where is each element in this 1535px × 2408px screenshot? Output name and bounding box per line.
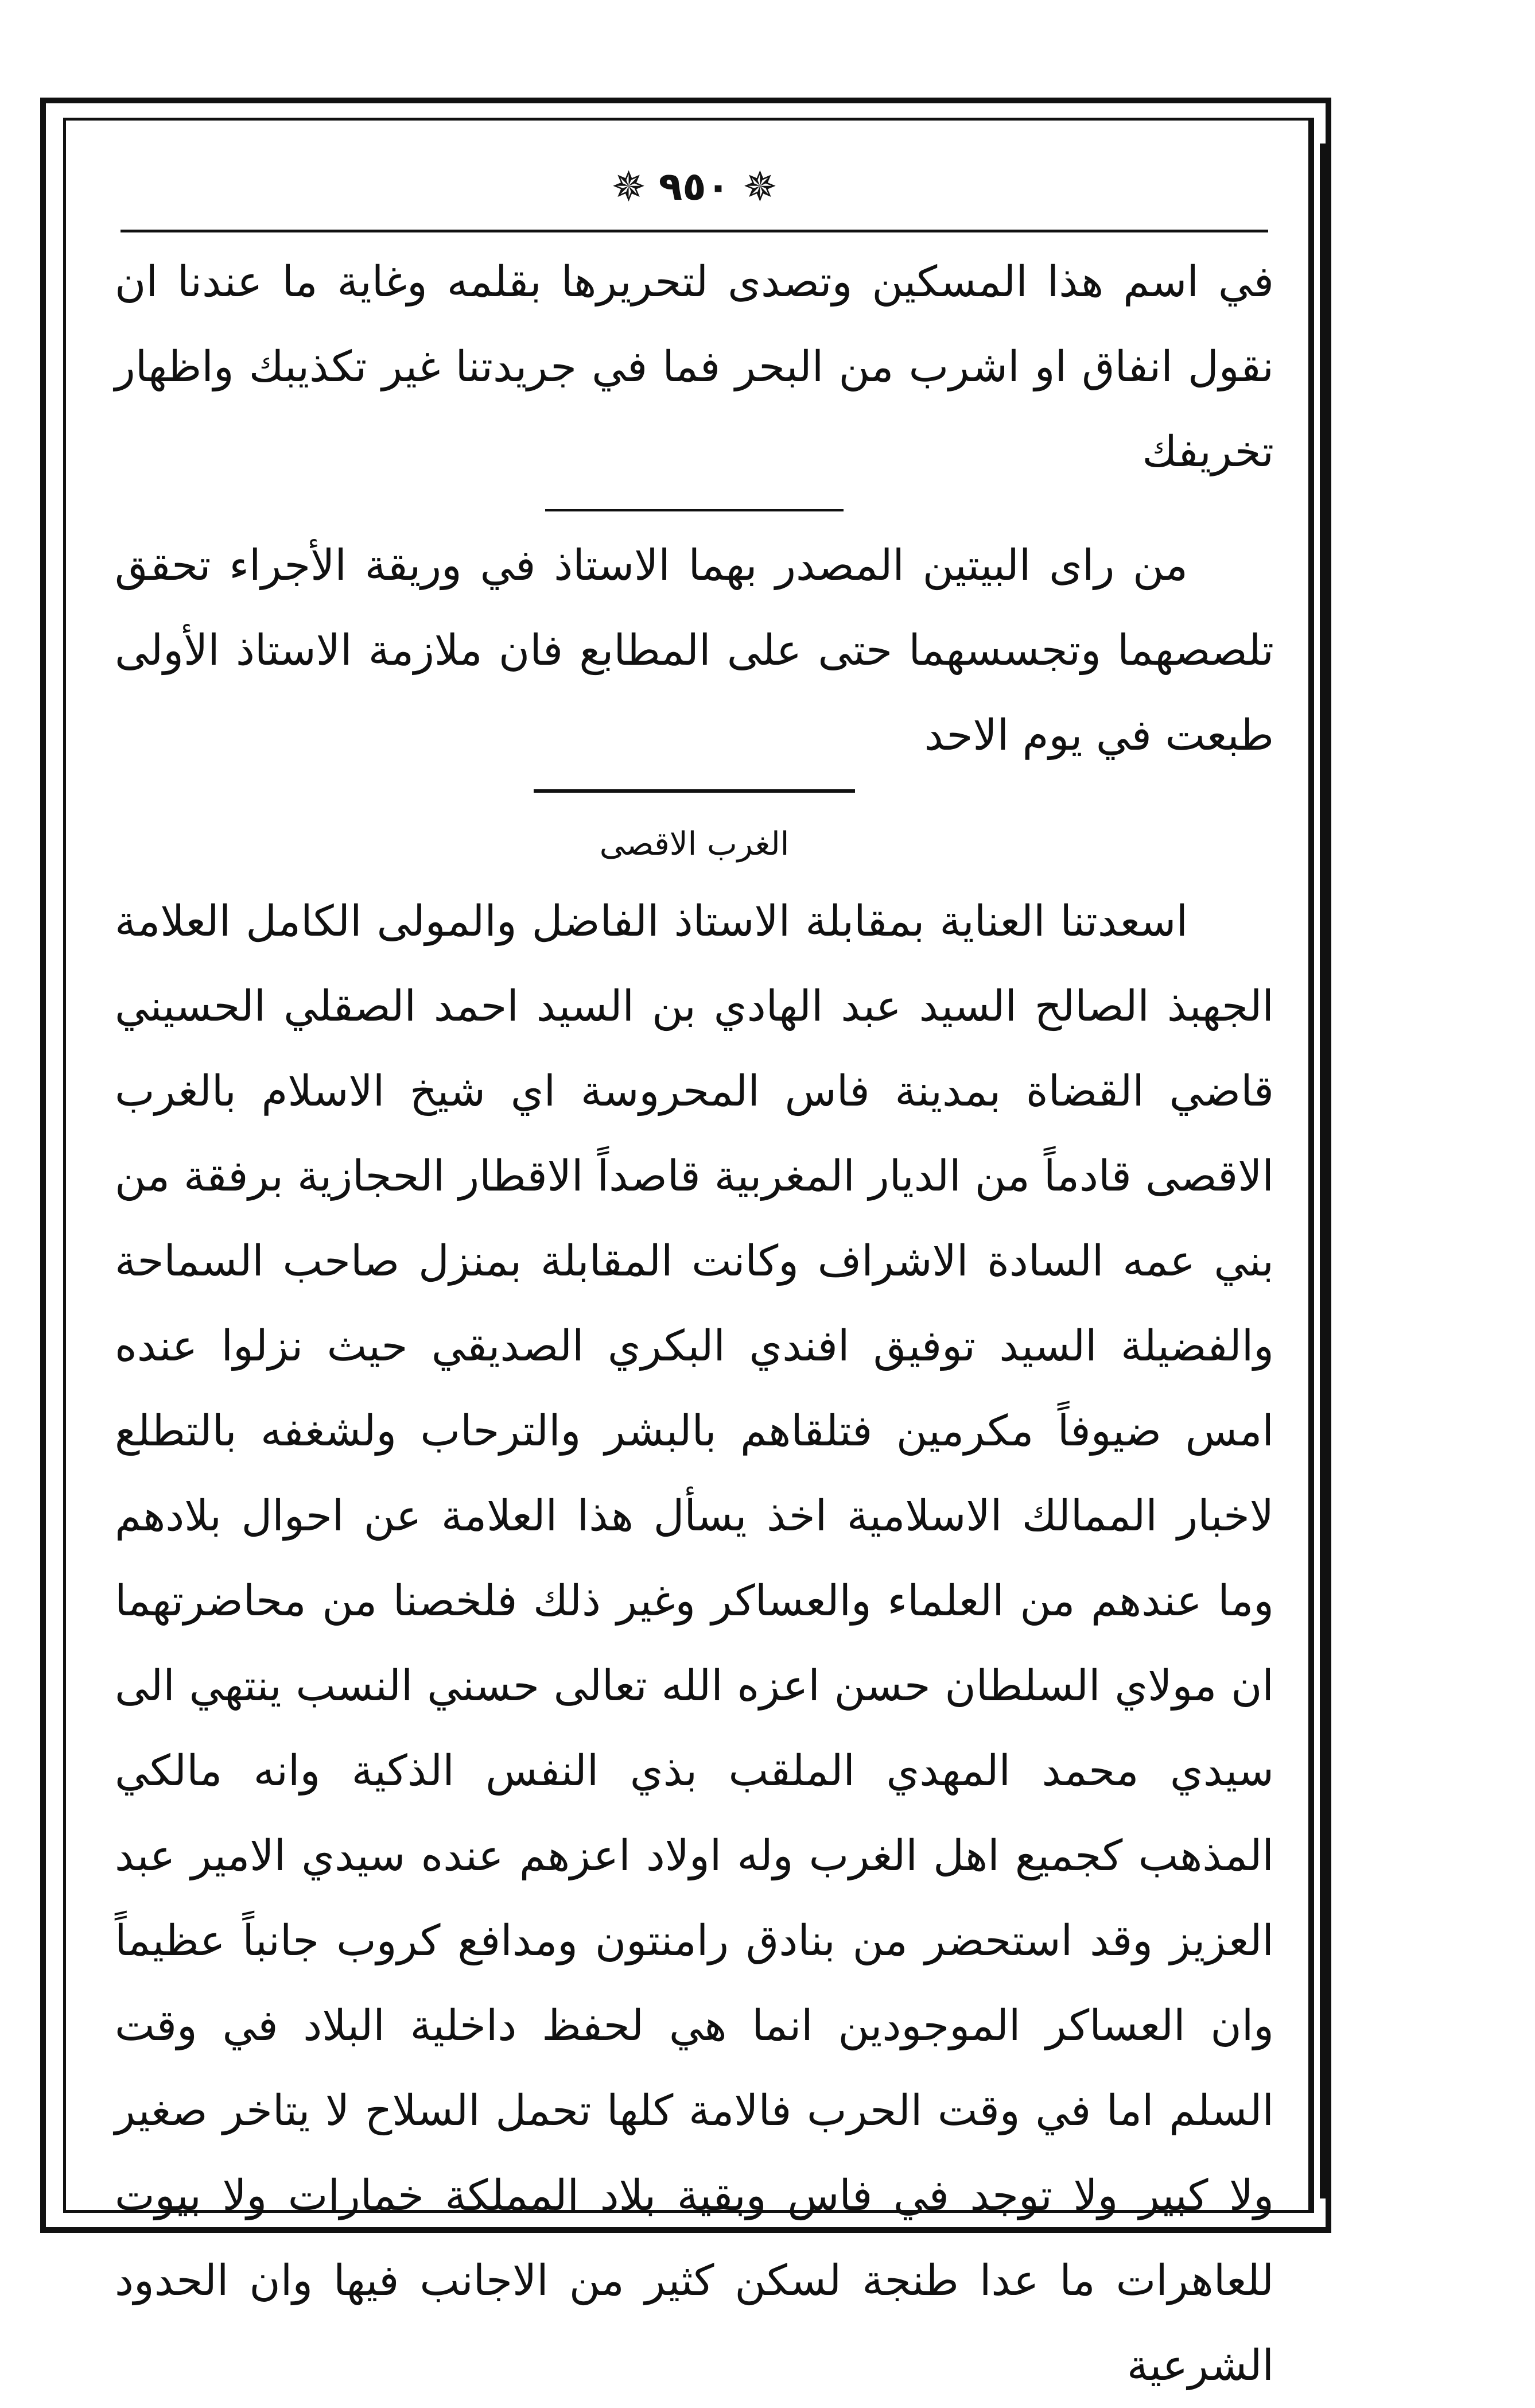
asterisk-star-icon: ✵ <box>743 162 778 211</box>
page-number: ٩٥٠ <box>658 164 730 210</box>
paragraph-note: من راى البيتين المصدر بهما الاستاذ في وريقة الأجراء تحقق تلصصهما وتجسسهما حتى على المطابع فان ملازمة الاستاذ الأولى طبعت في يوم الاحد <box>115 541 1274 760</box>
asterisk-star-icon: ✵ <box>611 162 646 211</box>
section-title: الغرب الاقصى <box>599 825 790 863</box>
header-rule <box>121 230 1268 232</box>
page-frame-bar <box>1320 144 1328 2198</box>
paragraph-continuation: في اسم هذا المسكين وتصدى لتحريرها بقلمه وغاية ما عندنا ان نقول انفاق او اشرب من البحر فما في جريدتنا غير تكذيبك واظهار تخريفك <box>115 257 1274 476</box>
section-divider <box>545 509 844 511</box>
document-page <box>109 144 1280 2390</box>
section-divider <box>534 789 855 793</box>
page-header <box>109 144 1280 230</box>
paragraph-article: اسعدتنا العناية بمقابلة الاستاذ الفاضل والمولى الكامل العلامة الجهبذ الصالح السيد عبد الهادي بن السيد احمد الصقلي الحسيني قاضي القضاة بمدينة فاس المحروسة اي شيخ الاسلام بالغرب الاقصى قادماً من الديار المغربية قاصداً الاقطار الحجازية برفقة من بني عمه السادة الاشراف وكانت المقابلة بمنزل صاحب السماحة والفضيلة السيد توفيق افندي البكري الصديقي حيث نزلوا عنده امس ضيوفاً مكرمين فتلقاهم بالبشر والترحاب ولشغفه بالتطلع لاخبار الممالك الاسلامية اخذ يسأل هذا العلامة عن احوال بلادهم وما عندهم من العلماء والعساكر وغير ذلك فلخصنا من محاضرتهما ان مولاي السلطان حسن اعزه الله تعالى حسني النسب ينتهي الى سيدي محمد المهدي الملقب بذي النفس الذكية وانه مالكي المذهب كجميع اهل الغرب وله اولاد اعزهم عنده سيدي الامير عبد العزيز وقد استحضر من بنادق رامنتون ومدافع كروب جانباً عظيماً وان العساكر الموجودين انما هي لحفظ داخلية البلاد في وقت السلم اما في وقت الحرب فالامة كلها تحمل السلاح لا يتاخر صغير ولا كبير ولا توجد في فاس وبقية بلاد المملكة خمارات ولا بيوت للعاهرات ما عدا طنجة لسكن كثير من الاجانب فيها وان الحدود الشرعية <box>115 897 1274 2390</box>
